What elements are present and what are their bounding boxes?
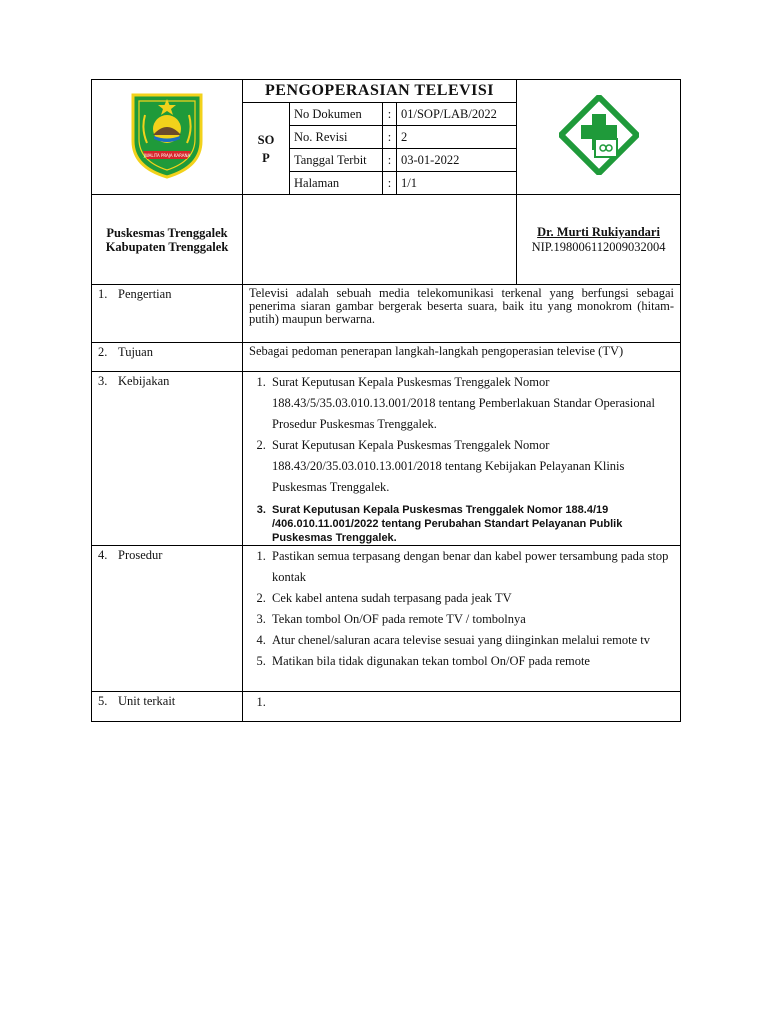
- section-number: 5.: [98, 694, 108, 708]
- organization-name: [92, 195, 243, 285]
- meta-colon: :: [383, 172, 397, 195]
- document-title: PENGOPERASIAN TELEVISI: [243, 80, 517, 103]
- section-title: Pengertian: [118, 287, 172, 301]
- section-label-kebijakan: [92, 372, 243, 546]
- list-item: 4. Atur chenel/saluran acara televise sesuai yang diinginkan melalui remote tv: [269, 630, 674, 651]
- section-label-unit-terkait: [92, 692, 243, 722]
- kebijakan-content: [243, 372, 681, 546]
- section-number: 4.: [98, 548, 108, 562]
- prosedur-content: [243, 546, 681, 692]
- list-item: 3. Surat Keputusan Kepala Puskesmas Trenggalek Nomor 188.4/19 /406.010.11.001/2022 tentang Perubahan Standart Pelayanan Publik Puskesmas Trenggalek.: [269, 503, 674, 545]
- meta-colon: :: [383, 149, 397, 172]
- issue-date: 03-01-2022: [397, 149, 517, 172]
- meta-colon: :: [383, 126, 397, 149]
- meta-label: No Dokumen: [290, 103, 383, 126]
- puskesmas-cross-logo-icon: [559, 95, 639, 175]
- svg-text:JWALITA PRAJA KARANA: JWALITA PRAJA KARANA: [143, 153, 191, 158]
- list-item: 3. Tekan tombol On/OF pada remote TV / tombolnya: [269, 609, 674, 630]
- meta-label: No. Revisi: [290, 126, 383, 149]
- sop-table: [91, 79, 681, 722]
- sop-document: [91, 79, 680, 722]
- document-number: 01/SOP/LAB/2022: [397, 103, 517, 126]
- sop-label: SO P: [243, 103, 290, 195]
- section-title: Unit terkait: [118, 694, 176, 708]
- pengertian-text: Televisi adalah sebuah media telekomunikasi terkenal yang berfungsi sebagai penerima siaran gambar bergerak beserta suara, baik itu yang monokrom (hitam-putih) maupun berwarna.: [243, 285, 681, 343]
- meta-label: Halaman: [290, 172, 383, 195]
- list-item: 5. Matikan bila tidak digunakan tekan tombol On/OF pada remote: [269, 651, 674, 672]
- list-item: 2. Cek kabel antena sudah terpasang pada jeak TV: [269, 588, 674, 609]
- section-number: 2.: [98, 345, 108, 359]
- list-item: [269, 692, 674, 713]
- section-label-tujuan: [92, 343, 243, 372]
- list-item: 2. Surat Keputusan Kepala Puskesmas Trenggalek Nomor 188.43/20/35.03.010.13.001/2018 tentang Kebijakan Pelayanan Klinis Puskesmas Trenggalek.: [269, 435, 674, 498]
- regency-logo-cell: [92, 80, 243, 195]
- signatory-nip: NIP.198006112009032004: [531, 239, 666, 254]
- regency-coat-of-arms-icon: [127, 89, 207, 181]
- meta-label: Tanggal Terbit: [290, 149, 383, 172]
- blank-cell: [243, 195, 517, 285]
- section-number: 3.: [98, 374, 108, 388]
- puskesmas-logo-cell: [517, 80, 681, 195]
- section-title: Tujuan: [118, 345, 153, 359]
- tujuan-text: Sebagai pedoman penerapan langkah-langkah pengoperasian televise (TV): [243, 343, 681, 372]
- section-label-prosedur: [92, 546, 243, 692]
- org-line-1: Puskesmas Trenggalek: [106, 225, 228, 240]
- revision-number: 2: [397, 126, 517, 149]
- org-line-2: Kabupaten Trenggalek: [105, 239, 229, 254]
- kebijakan-list: [243, 372, 680, 545]
- unit-terkait-list: [243, 692, 680, 713]
- unit-terkait-content: [243, 692, 681, 722]
- signatory-name: Dr. Murti Rukiyandari: [537, 224, 660, 239]
- list-item: 1. Surat Keputusan Kepala Puskesmas Trenggalek Nomor 188.43/5/35.03.010.13.001/2018 tentang Pemberlakuan Standar Operasional Prosedur Puskesmas Trenggalek.: [269, 372, 674, 435]
- page-number: 1/1: [397, 172, 517, 195]
- section-title: Prosedur: [118, 548, 163, 562]
- section-label-pengertian: [92, 285, 243, 343]
- section-title: Kebijakan: [118, 374, 170, 388]
- list-item: 1. Pastikan semua terpasang dengan benar dan kabel power tersambung pada stop kontak: [269, 546, 674, 588]
- meta-colon: :: [383, 103, 397, 126]
- signatory: [517, 195, 681, 285]
- section-number: 1.: [98, 287, 108, 301]
- prosedur-list: [243, 546, 680, 672]
